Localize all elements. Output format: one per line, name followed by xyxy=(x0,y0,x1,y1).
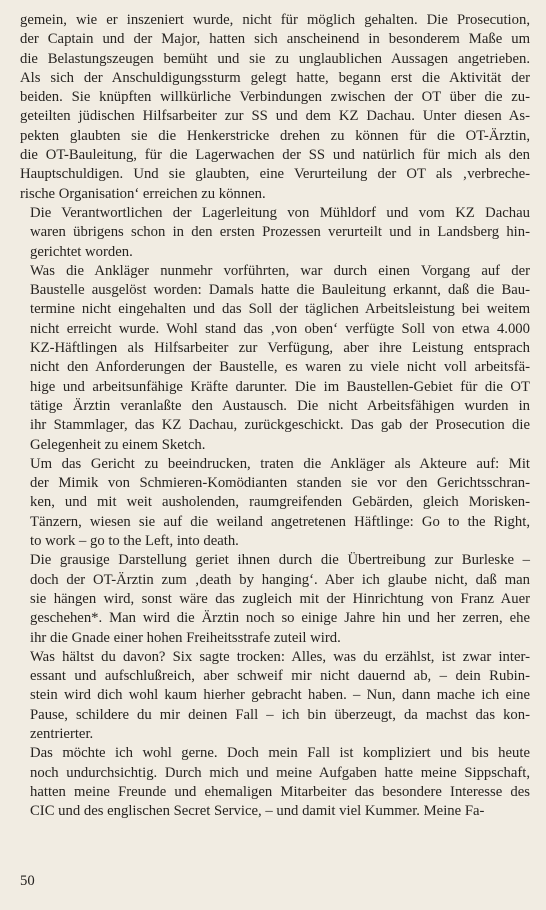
text-line: der Mimik von Schmieren-Komödianten standen sie vor den Gerichtsschran- xyxy=(30,475,530,492)
text-line: nicht erreicht wurde. Wohl stand das ‚von oben‘ verfügte Soll von etwa 4.000 xyxy=(30,320,530,337)
text-line: nicht den Anforderungen der Baustelle, es waren zu viele nicht voll arbeitsfä- xyxy=(30,359,530,376)
text-line: stein wird dich wohl kaum hierher gebracht haben. – Nun, dann mache ich eine xyxy=(30,687,530,704)
text-line: beiden. Sie knüpften willkürliche Verbindungen zwischen der OT über die zu- xyxy=(20,89,530,106)
text-line: Die grausige Darstellung geriet ihnen durch die Übertreibung zur Burleske – xyxy=(30,552,530,569)
text-line: die Belastungszeugen bemüht und sie zu unglaublichen Aussagen angetrieben. xyxy=(20,50,530,67)
text-line: gerichtet worden. xyxy=(30,243,133,260)
text-line: pekten glaubten sie die Henkerstricke drehen zu können für die OT-Ärztin, xyxy=(20,127,530,144)
text-line: hatten meine Freunde und ehemaligen Mitarbeiter das besondere Interesse des xyxy=(30,783,530,800)
text-line: CIC und des englischen Secret Service, – und damit viel Kummer. Meine Fa- xyxy=(30,803,485,820)
text-line: tätige Ärztin veranlaßte den Austausch. Die nicht Arbeitsfähigen wurden in xyxy=(30,397,530,414)
text-line: KZ-Häftlingen als Hilfsarbeiter zur Verfügung, aber ihre Leistung entsprach xyxy=(30,340,530,357)
text-line: Hauptschuldigen. Und sie glaubten, eine Verurteilung der OT als ‚verbreche- xyxy=(20,166,530,183)
text-line: Was die Ankläger nunmehr vorführten, war durch einen Vorgang auf der xyxy=(30,262,530,279)
text-line: ihr die Gnade einer hohen Freiheitsstrafe zuteil wird. xyxy=(30,629,341,646)
text-line: die OT-Bauleitung, für die Lagerwachen der SS und natürlich für mich als den xyxy=(20,147,530,164)
text-line: termine nicht eingehalten und das Soll der täglichen Arbeitsleistung bei weitem xyxy=(30,301,530,318)
paragraph xyxy=(20,262,530,455)
page-number: 50 xyxy=(20,873,35,889)
text-line: geschehen*. Man wird die Ärztin noch so einige Jahre hin und her zerren, ehe xyxy=(30,610,530,627)
text-line: gemein, wie er inszeniert wurde, nicht für möglich gehalten. Die Prosecution, xyxy=(20,12,530,28)
text-line: Baustelle ausgelöst worden: Damals hatte die Bauleitung erkannt, daß die Bau- xyxy=(30,282,530,299)
paragraph xyxy=(20,11,530,204)
text-line: geteilten jüdischen Hilfsarbeiter zur SS und dem KZ Dachau. Unter diesen As- xyxy=(20,108,530,125)
text-line: der Captain und der Major, hatten sich anscheinend in besonderem Maße um xyxy=(20,31,530,48)
text-line: noch undurchsichtig. Durch mich und meine Aufgaben hatte meine Sippschaft, xyxy=(30,764,530,781)
paragraph xyxy=(20,455,530,551)
text-line: zentrierter. xyxy=(30,725,94,742)
text-line: essant und aufschlußreich, aber schweif mir nicht dauernd ab, – dein Rubin- xyxy=(30,668,530,685)
text-line: Als sich der Anschuldigungssturm gelegt hatte, begann erst die Aktivität der xyxy=(20,69,530,86)
text-line: Gelegenheit zu einem Sketch. xyxy=(30,436,206,453)
text-line: Pause, schildere du mir deinen Fall – ich bin überzeugt, da machst das kon- xyxy=(30,706,530,723)
text-line: Das möchte ich wohl gerne. Doch mein Fall ist kompliziert und bis heute xyxy=(30,745,530,762)
text-line: hige und arbeitsunfähige Kräfte darunter. Die im Baustellen-Gebiet für die OT xyxy=(30,378,530,395)
text-line: Die Verantwortlichen der Lagerleitung von Mühldorf und vom KZ Dachau xyxy=(30,204,530,221)
text-line: sie hängen wird, sonst wäre das zugleich mit der Hinrichtung von Franz Auer xyxy=(30,590,530,607)
text-line: Was hältst du davon? Six sagte trocken: Alles, was du erzählst, ist zwar inter- xyxy=(30,648,530,665)
text-line: ken, und mit weit ausholenden, raumgreifenden Gebärden, gleich Morisken- xyxy=(30,494,530,511)
text-line: waren übrigens schon in den ersten Prozessen verurteilt und in Landsberg hin- xyxy=(30,224,530,241)
paragraph xyxy=(20,204,530,262)
text-line: Um das Gericht zu beeindrucken, traten die Ankläger als Akteure auf: Mit xyxy=(30,455,530,472)
paragraph xyxy=(20,744,530,821)
text-line: doch der OT-Ärztin zum ‚death by hanging‘. Aber ich glaube nicht, daß man xyxy=(30,571,530,588)
text-line: Tänzern, wiesen sie auf die weiland angetretenen Häftlinge: Go to the Right, xyxy=(30,513,530,530)
text-line: rische Organisation‘ erreichen zu können. xyxy=(20,185,266,202)
paragraph xyxy=(20,648,530,744)
body-text xyxy=(20,11,530,821)
text-line: to work – go to the Left, into death. xyxy=(30,533,239,550)
text-line: ihr Stammlager, das KZ Dachau, zurückgeschickt. Das gab der Prosecution die xyxy=(30,417,530,434)
paragraph xyxy=(20,551,530,647)
